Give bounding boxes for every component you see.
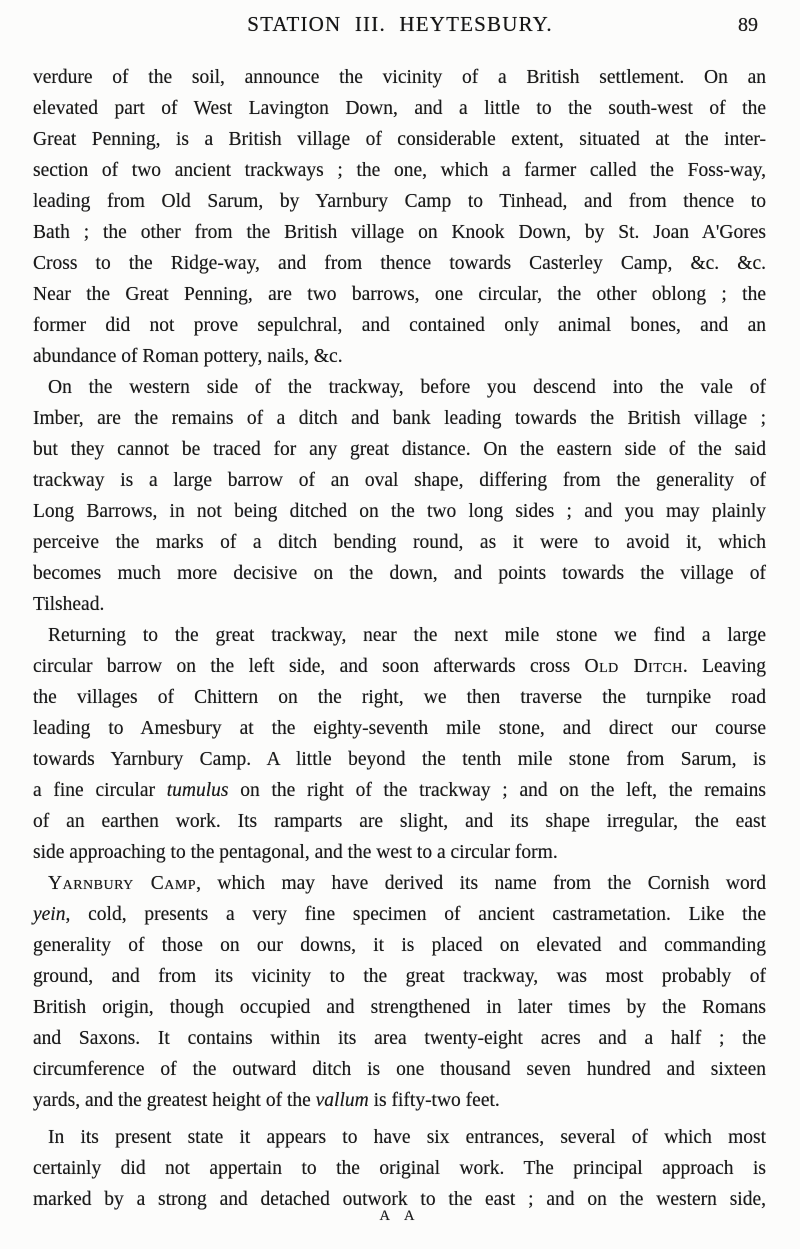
- text-line: abundance of Roman pottery, nails, &c.: [33, 346, 343, 367]
- text-line: and Saxons. It contains within its area twenty-eight acres and a half ; the: [33, 1028, 766, 1049]
- text-line: In its present state it appears to have six entrances, several of which most: [48, 1127, 766, 1148]
- text-line: perceive the marks of a ditch bending round, as it were to avoid it, which: [33, 532, 766, 553]
- small-caps-text: Old Ditch: [584, 656, 683, 677]
- page-number: 89: [738, 14, 758, 36]
- text-line: elevated part of West Lavington Down, and a little to the south-west of the: [33, 98, 766, 119]
- text-line: but they cannot be traced for any great distance. On the eastern side of the said: [33, 439, 766, 460]
- text-line: On the western side of the trackway, before you descend into the vale of: [48, 377, 766, 398]
- text-line: former did not prove sepulchral, and contained only animal bones, and an: [33, 315, 766, 336]
- text-line: Great Penning, is a British village of considerable extent, situated at the inter-: [33, 129, 766, 150]
- text-line: ground, and from its vicinity to the great trackway, was most probably of: [33, 966, 766, 987]
- text-line: towards Yarnbury Camp. A little beyond the tenth mile stone from Sarum, is: [33, 749, 766, 770]
- paragraph: [33, 620, 766, 868]
- text-line: becomes much more decisive on the down, and points towards the village of: [33, 563, 766, 584]
- paragraph: [33, 62, 766, 372]
- text-line: of an earthen work. Its ramparts are slight, and its shape irregular, the east: [33, 811, 766, 832]
- text-line: Bath ; the other from the British village on Knook Down, by St. Joan A'Gores: [33, 222, 766, 243]
- small-caps-text: Yarnbury Camp: [48, 873, 197, 894]
- text-line: circumference of the outward ditch is one thousand seven hundred and sixteen: [33, 1059, 766, 1080]
- text-line: yards, and the greatest height of the vallum is fifty-two feet.: [33, 1090, 500, 1111]
- running-header: [0, 12, 800, 42]
- text-line: circular barrow on the left side, and soon afterwards cross Old Ditch. Leaving: [33, 656, 766, 677]
- page-title: STATION III. HEYTESBURY.: [247, 12, 553, 36]
- italic-text: tumulus: [166, 780, 229, 801]
- text-line: Cross to the Ridge-way, and from thence towards Casterley Camp, &c. &c.: [33, 253, 766, 274]
- text-line: the villages of Chittern on the right, we then traverse the turnpike road: [33, 687, 766, 708]
- text-line: trackway is a large barrow of an oval shape, differing from the generality of: [33, 470, 766, 491]
- italic-text: yein: [33, 904, 66, 925]
- paragraph: [33, 372, 766, 620]
- page-text: [33, 62, 766, 1215]
- text-line: side approaching to the pentagonal, and the west to a circular form.: [33, 842, 558, 863]
- paragraph: [33, 868, 766, 1116]
- text-line: Returning to the great trackway, near the next mile stone we find a large: [48, 625, 766, 646]
- printer-signature-mark: A A: [379, 1208, 421, 1224]
- paragraph: [33, 1122, 766, 1215]
- text-line: marked by a strong and detached outwork to the east ; and on the western side,: [33, 1189, 766, 1210]
- text-line: leading to Amesbury at the eighty-seventh mile stone, and direct our course: [33, 718, 766, 739]
- text-line: leading from Old Sarum, by Yarnbury Camp to Tinhead, and from thence to: [33, 191, 766, 212]
- text-line: Near the Great Penning, are two barrows, one circular, the other oblong ; the: [33, 284, 766, 305]
- text-line: generality of those on our downs, it is placed on elevated and commanding: [33, 935, 766, 956]
- text-line: Imber, are the remains of a ditch and bank leading towards the British village ;: [33, 408, 766, 429]
- text-line: section of two ancient trackways ; the one, which a farmer called the Foss-way,: [33, 160, 766, 181]
- text-line: Tilshead.: [33, 594, 105, 615]
- text-line: Long Barrows, in not being ditched on the two long sides ; and you may plainly: [33, 501, 766, 522]
- text-line: yein, cold, presents a very fine specimen of ancient castrametation. Like the: [33, 904, 766, 925]
- italic-text: vallum: [315, 1090, 369, 1111]
- text-line: verdure of the soil, announce the vicinity of a British settlement. On an: [33, 67, 766, 88]
- text-line: certainly did not appertain to the original work. The principal approach is: [33, 1158, 766, 1179]
- text-line: a fine circular tumulus on the right of the trackway ; and on the left, the remains: [33, 780, 767, 801]
- text-line: Yarnbury Camp, which may have derived its name from the Cornish word: [48, 873, 766, 894]
- text-line: British origin, though occupied and strengthened in later times by the Romans: [33, 997, 766, 1018]
